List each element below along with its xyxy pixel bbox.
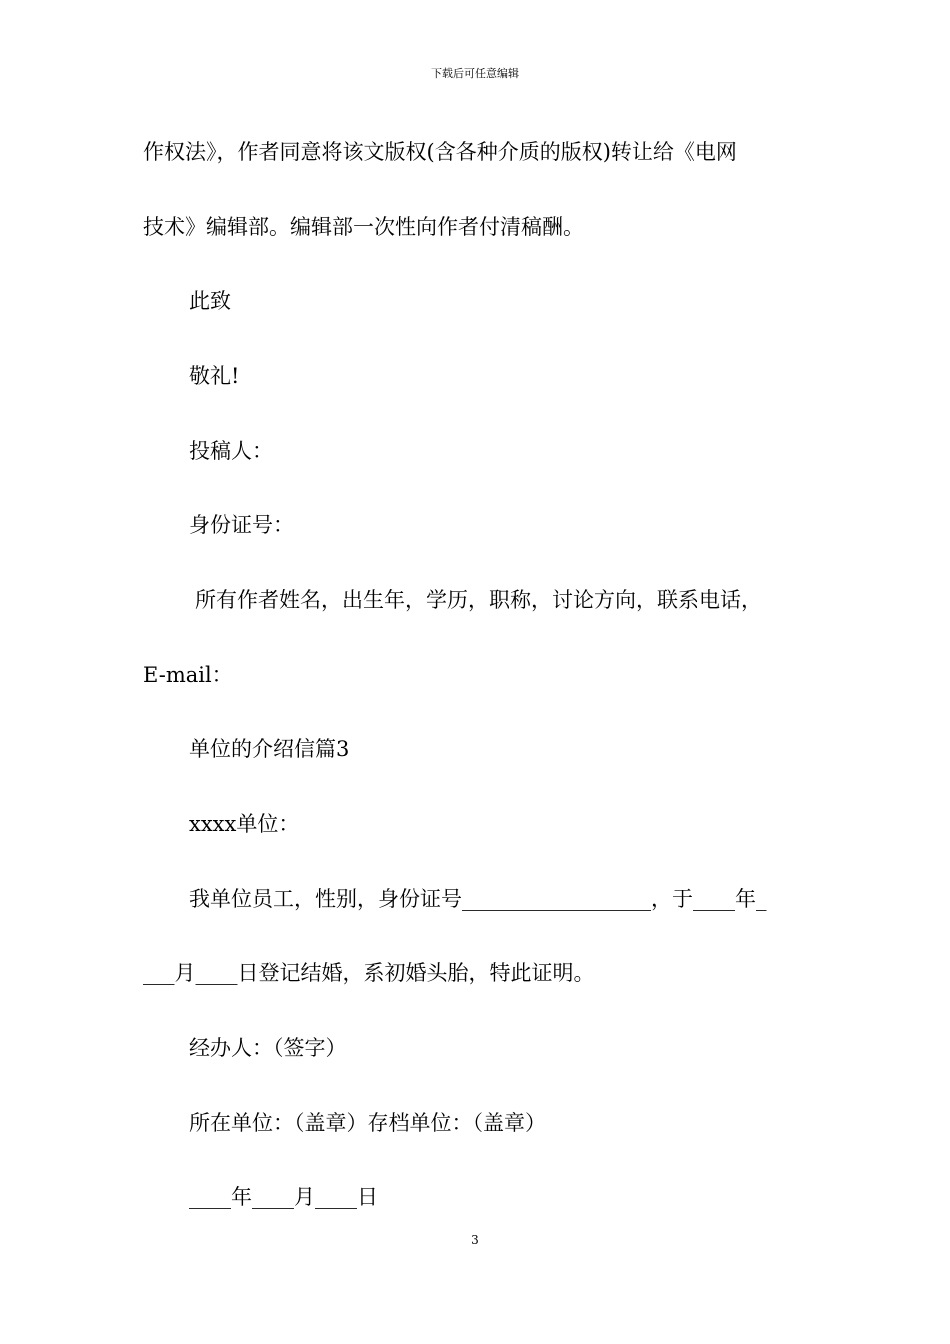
body-line-2: 技术》编辑部。编辑部一次性向作者付清稿酬。 bbox=[143, 215, 584, 239]
handler-line: 经办人：（签字） bbox=[189, 1036, 347, 1060]
greeting-line: 敬礼! bbox=[189, 364, 240, 388]
page-number: 3 bbox=[471, 1233, 479, 1247]
submitter-line: 投稿人： bbox=[189, 439, 273, 463]
page-header: 下载后可任意编辑 bbox=[431, 67, 519, 80]
recipient-line: xxxx单位： bbox=[189, 812, 300, 836]
section-heading: 单位的介绍信篇3 bbox=[189, 737, 350, 761]
certification-line-2: ___月____日登记结婚，系初婚头胎，特此证明。 bbox=[143, 961, 595, 985]
certification-line-1: 我单位员工，性别，身份证号__________________，于____年_ bbox=[189, 887, 767, 911]
authors-info-line: 所有作者姓名，出生年，学历，职称，讨论方向，联系电话， bbox=[195, 588, 762, 612]
email-line: E-mail： bbox=[143, 663, 233, 687]
units-line: 所在单位：（盖章）存档单位：（盖章） bbox=[189, 1111, 546, 1135]
salutation-line: 此致 bbox=[189, 289, 231, 313]
body-line-1: 作权法》，作者同意将该文版权(含各种介质的版权)转让给《电网 bbox=[143, 140, 737, 164]
id-number-line: 身份证号： bbox=[189, 513, 294, 537]
date-line: ____年____月____日 bbox=[189, 1185, 378, 1209]
